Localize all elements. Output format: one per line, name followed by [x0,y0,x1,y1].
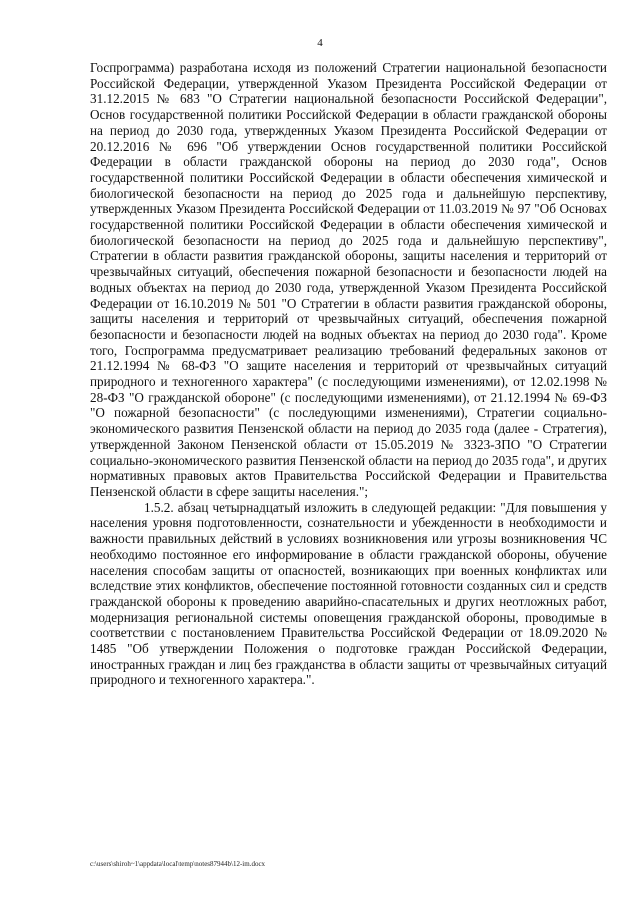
paragraph-strategy-basis: Госпрограмма) разработана исходя из положений Стратегии национальной безопасности Российской Федерации, утвержденной Указом Президента Российской Федерации от 31.12.2015 № 683 "О Стратегии национальной безопасности Российской Федерации", Основ государственной политики Российской Федерации в области гражданской обороны на период до 2030 года, утвержденных Указом Президента Российской Федерации от 20.12.2016 № 696 "Об утверждении Основ государственной политики Российской Федерации в области гражданской обороны на период до 2030 года", Основ государственной политики Российской Федерации в области обеспечения химической и биологической безопасности на период до 2025 года и дальнейшую перспективу, утвержденных Указом Президента Российской Федерации от 11.03.2019 № 97 "Об Основах государственной политики Российской Федерации в области обеспечения химической и биологической безопасности на период до 2025 года и дальнейшую перспективу", Стратегии в области развития гражданской обороны, защиты населения и территорий от чрезвычайных ситуаций, обеспечения пожарной безопасности и безопасности людей на водных объектах на период до 2030 года, утвержденной Указом Президента Российской Федерации от 16.10.2019 № 501 "О Стратегии в области развития гражданской обороны, защиты населения и территорий от чрезвычайных ситуаций, обеспечения пожарной безопасности и безопасности людей на водных объектах на период до 2030 года". Кроме того, Госпрограмма предусматривает реализацию требований федеральных законов от 21.12.1994 № 68-ФЗ "О защите населения и территорий от чрезвычайных ситуаций природного и техногенного характера" (с последующими изменениями), от 12.02.1998 № 28-ФЗ "О гражданской обороне" (с последующими изменениями), от 21.12.1994 № 69-ФЗ "О пожарной безопасности" (с последующими изменениями), Стратегии социально-экономического развития Пензенской области на период до 2035 года (далее - Стратегия), утвержденной Законом Пензенской области от 15.05.2019 № 3323-ЗПО "О Стратегии социально-экономического развития Пензенской области на период до 2035 года", и других нормативных правовых актов Правительства Российской Федерации и Правительства Пензенской области в сфере защиты населения."; [90,60,607,499]
page-number: 4 [317,37,323,49]
paragraph-amendment-1-5-2: 1.5.2. абзац четырнадцатый изложить в следующей редакции: "Для повышения у населения уровня подготовленности, сознательности и убежденности в необходимости и важности правильных действий в условиях возникновения или угрозы возникновения ЧС необходимо постоянное его информирование в области гражданской обороны, обучение населения способам защиты от опасностей, возникающих при военных конфликтах или вследствие этих конфликтов, обеспечение постоянной готовности созданных сил и средств гражданской обороны к проведению аварийно-спасательных и других неотложных работ, модернизация региональной системы оповещения гражданской обороны, проводимые в соответствии с постановлением Правительства Российской Федерации от 18.09.2020 № 1485 "Об утверждении Положения о подготовке граждан Российской Федерации, иностранных граждан и лиц без гражданства в области защиты от чрезвычайных ситуаций природного и техногенного характера.". [90,499,607,688]
footer-file-path: c:\users\shiroh~1\appdata\local\temp\notes87944b\12-im.docx [90,860,266,868]
document-body [90,60,607,688]
